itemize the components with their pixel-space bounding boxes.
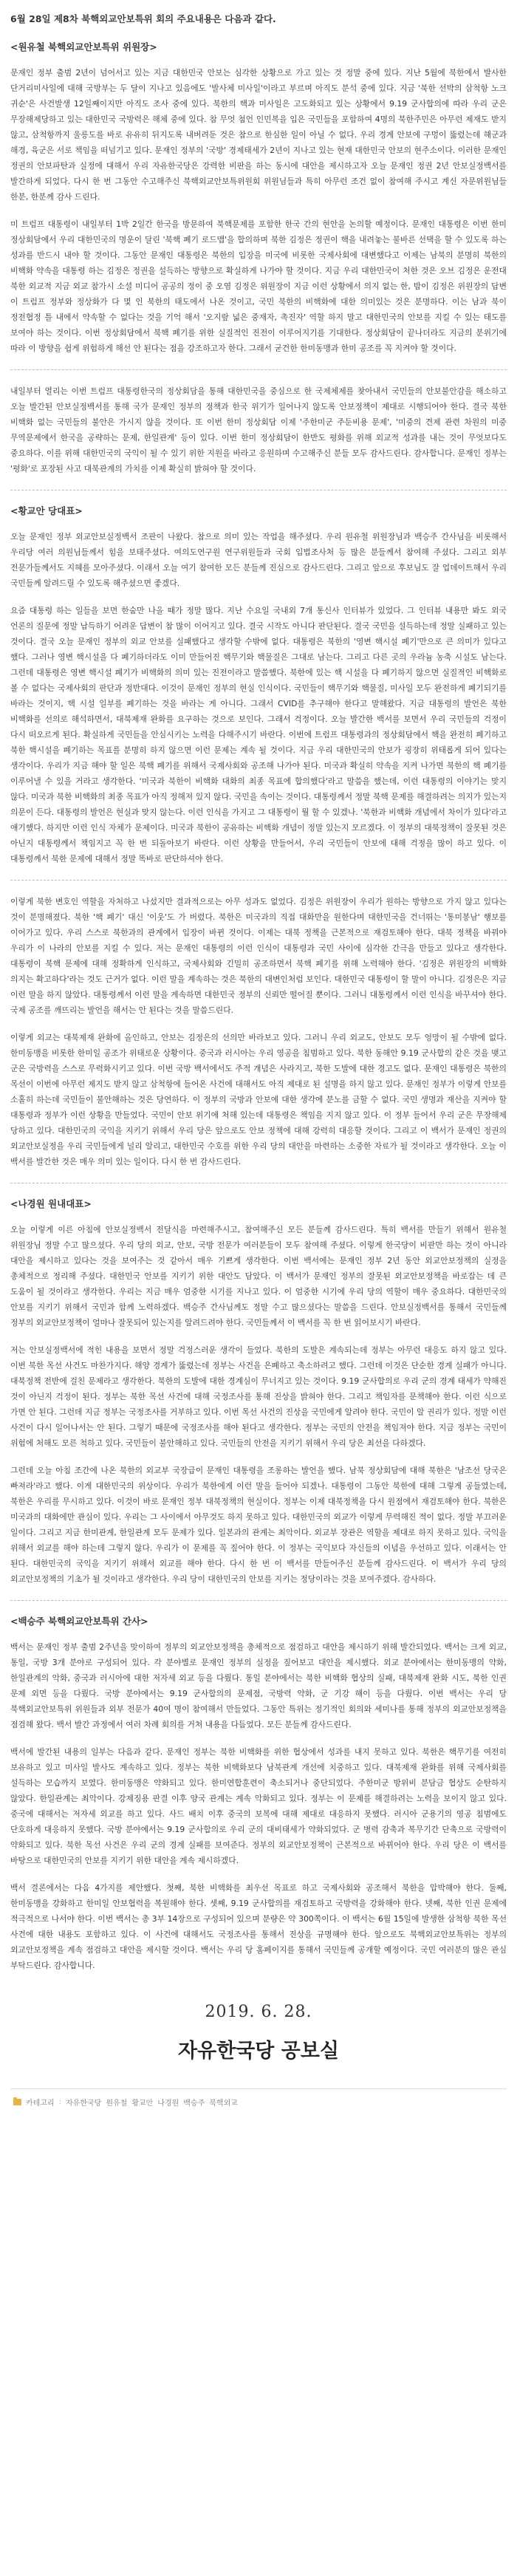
paragraph: 이렇게 외교는 대북제재 완화에 올인하고, 안보는 김정은의 선의만 바라보고 있다. 그러니 우리 외교도, 안보도 모두 엉망이 될 수밖에 없다. 한미동맹을 비롯한 한미일 공조가 위태로운 상황이다. 중국과 러시아는 우리 영공을 침범하고 있다. 북한 동해안 9.19 군사합의 같은 것을 맺고 군은 국방력을 스스로 무력화시키고 있다. 이번 국방 백서에서도 주적 개념은 사라지고, 북한 도발에 대한 경고도 없다. 문재인 대통령은 북한의 목선이 이번에 아무런 제지도 받지 않고 삼척항에 들어온 사건에 대해서도 아직 제대로 된 설명을 하지 않고 있다. 문재인 정부가 이렇게 안보를 소홀히 하는데 국민들이 불안해하는 것은 당연하다. 이 정부의 국방과 안보에 대한 생각에 분노를 금할 수 없다. 국민 생명과 재산을 지켜야 할 대통령과 정부가 이런 상황을 만들었다. 국민이 안보 위기에 처해 있는데 대통령은 책임을 지지 않고 있다. 이 정부 들어서 우리 군은 무장해제 당하고 있다. 대한민국의 국익을 지키기 위해서 우리 당은 앞으로도 안보 정책에 대해 강력히 대응할 것이다. 그리고 이 백서가 문재인 정권의 외교안보실정을 우리 국민들에게 널리 알리고, 대한민국 수호를 위한 우리 당의 대안을 마련하는 소중한 자료가 될 것이라고 생각한다. 오늘 이 백서를 발간한 것은 매우 의미 있는 일이다. 다시 한 번 감사드린다. — [10, 1033, 507, 1166]
section-divider — [10, 880, 507, 881]
paragraph: 백서 결론에서는 다음 4가지를 제안했다. 첫째, 북한 비핵화를 최우선 목표로 하고 국제사회와 공조해서 북한을 압박해야 한다. 둘째, 한미동맹을 강화하고 한미일 안보협력을 복원해야 한다. 셋째, 9.19 군사합의를 재검토하고 국방력을 강화해야 한다. 넷째, 북한 인권 문제에 적극적으로 나서야 한다. 이번 백서는 총 3부 14장으로 구성되어 있으며 분량은 약 300쪽이다. 이 백서는 6월 15일에 발생한 삼척항 북한 목선 사건에 대한 내용도 포함하고 있다. 이 사건에 대해서도 국정조사를 통해서 진상을 규명해야 한다. 앞으로도 북핵외교안보특위는 정부의 외교안보정책을 계속 점검하고 대안을 제시할 것이다. 백서는 우리 당 홈페이지를 통해서 국민들께 공개할 예정이다. 국민 여러분의 많은 관심 부탁드린다. 감사합니다. — [10, 1883, 507, 1970]
paragraph: 내일부터 열리는 이번 트럼프 대통령한국의 정상회담을 통해 대한민국을 중심으로 한 국제체제를 찾아내서 국민들의 안보불안감을 해소하고 오늘 발간된 안보실정백서를 통해 국가 문재인 정부의 정책과 한국 위기가 일어나지 않도록 안보정책이 제대로 시행되어야 한다. 결국 북한 비핵화 없는 국민들의 불안은 가시지 않을 것이다. 또 이번 한미 정상회담 이제 '주한미군 주둔비용 문제', '미중의 견제 관련 차원의 미중 무역문제에서 한국을 공략하는 문제, 한일관계' 등이 있다. 이번 한미 정상회담이 한반도 평화를 위해 외교적 성과를 내는 것이 무엇보다도 중요하다. 이를 위해 대한민국의 국익이 될 수 있기 위한 지원을 바라고 응원하며 수고해주신 분들 모두 감사드린다. 감사합니다. 문재인 정부는 '평화'로 포장된 사고 대북관계의 가치를 이제 확실히 밝혀야 할 것이다. — [10, 386, 507, 474]
section-nakyungwon — [10, 1197, 507, 1587]
tag-link[interactable]: 나경원 — [157, 2100, 179, 2108]
tag-link[interactable]: 원유철 — [106, 2100, 128, 2108]
paragraph: 오늘 문재인 정부 외교안보실정백서 조판이 나왔다. 참으로 의미 있는 작업을 해주셨다. 우리 원유철 위원장님과 백승주 간사님을 비롯해서 우리당 여러 의원님들께서 힘을 보태주셨다. 여의도연구원 연구위원들과 국회 입법조사처 등 많은 분들께서 참여해 주셨다. 그리고 외부 전문가들께서도 지혜를 모아주셨다. 이래서 오늘 여기 참여한 모든 분들께 진심으로 감사드린다. 그리고 앞으로 후보님도 잘 업데이트해서 우리 국민들께 알려드릴 수 있도록 해주셨으면 좋겠다. — [10, 532, 507, 588]
paragraph: 문재인 정부 출범 2년이 넘어서고 있는 지금 대한민국 안보는 심각한 상황으로 가고 있는 것 정말 중에 있다. 지난 5월에 북한에서 발사한 단거리미사일에 대해 국방부는 두 달이 지나고 있음에도 '발사체 미사일'이라고 부르며 아직도 분석 중에 있다. 지금 '북한 선박의 삼척항 노크 귀순'은 사건발생 12일째이지만 아직도 조사 중에 있다. 북한의 핵과 미사일은 고도화되고 있는 상황에서 9.19 군사합의에 따라 우리 군은 무장해제당하고 있는 대한민국 국방력은 해체 중에 있다. 참 무엇 첨언 인민복을 입은 국민들을 포함하여 4명의 북한주민은 아무런 제재도 받지 않고, 삼척항까지 울릉도를 바로 유유히 뒤지도록 내버려둔 것은 참으로 한심한 일이 아닐 수 없다. 우리 경계 안보에 구멍이 뚫렸는데 해군과 해경, 육군은 서로 책임을 떠넘기고 있다. 문재인 정부의 '국방' 경제태세가 2년이 지나고 있는 현재 대한민국 안보의 현주소이다. 이러한 문재인 정권의 안보파탄과 실정에 대해서 우리 자유한국당은 강력한 비판을 하는 동시에 대안을 제시하고자 오늘 문재인 정권 2년 안보실정백서를 발간하게 되었다. 다시 한 번 그동안 수고해주신 북핵외교안보특위원회 위원님들과 특히 아무런 조건 없이 참여해 주시고 계신 자문위원님들 한분, 한분께 감사 드린다. — [10, 68, 507, 202]
paragraph: 요즘 대통령 하는 일들을 보면 한숨만 나올 때가 정말 많다. 지난 수요일 국내외 7개 통신사 인터뷰가 있었다. 그 인터뷰 내용만 봐도 외국 언론의 질문에 정말 납득하기 어려운 답변이 참 많이 이어지고 있다. 결국 시작도 아니다 판단된다. 결국 국민을 설득하는데 정말 실패하고 있는 것이다. 결국 오늘 문재인 정부의 외교 안보를 실패했다고 생각할 수밖에 없다. 대통령은 북한의 '영변 핵시설 폐기'만으로 큰 의미가 있다고 했다. 그러나 영변 핵시설을 다 폐기하더라도 이미 만들어진 핵무기와 핵물질은 그대로 남는다. 그리고 다른 곳의 우라늄 농축 시설도 남는다. 그런데 대통령은 영변 핵시설 폐기가 비핵화의 의미 있는 진전이라고 말씀했다. 북한에 있는 핵 시설을 다 폐기하지 않으면 실질적인 비핵화로 볼 수 없다는 국제사회의 판단과 정반대다. 이것이 문재인 정부의 현실 인식이다. 국민들이 핵무기와 핵물질, 미사일 모두 완전하게 폐기되기를 바라는 것이지, 핵 시설 일부를 폐기하는 것을 바라는 게 아니다. 그래서 CVID를 추구해야 한다고 말해왔다. 지금 대통령의 발언은 북한 비핵화를 선의로 해석하면서, 대북제재 완화를 요구하는 것으로 보인다. 그래서 걱정이다. 오늘 발간한 백서를 보면서 우리 국민들의 걱정이 다시 떠오르게 된다. 확실하게 국민들을 안심시키는 노력을 다해주시기 바란다. 이번에 트럼프 대통령과의 정상회담에서 핵을 완전히 폐기하고 북한 핵시설을 폐기하는 목표를 분명히 하지 않으면 이런 문제는 계속 될 것이다. 지금 우리 대한민국의 안보가 굉장히 위태롭게 되어 있다는 생각이다. 우리가 지금 해야 할 일은 북핵 폐기를 위해서 국제사회와 공조해 나가야 된다. 미국과 확실히 약속을 지켜 나가면 북한의 핵 폐기를 이루어낼 수 있을 거라고 생각한다. '미국과 북한이 비핵화 대화의 최종 목표에 합의했다'라고 말씀을 했는데, 이런 대통령의 이야기는 맞지 않다. 미국과 북한 비핵화의 최종 목표가 아직 정해져 있지 않다. 국민을 속이는 것이다. 대통령께서 정말 북핵 문제를 해결하려는 의지가 있는지 의문이 든다. 대통령의 발언은 현실과 맞지 않는다. 이런 인식을 가지고 그 대통령이 뭘 할 수 있겠나. '북한과 비핵화 개념에서 차이가 있다'라고 얘기했다. 하지만 이런 인식 자체가 문제이다. 미국과 북한이 공유하는 비핵화 개념이 정말 있는지 모르겠다. 이 정부의 대북정책이 잘못된 것은 아닌지 대통령께서 책임지고 꼭 한 번 되돌아보기 바란다. 이런 상황을 만들어서, 우리 국민들이 안보에 대해 걱정을 많이 하고 있다. 이 대통령께서 북한 문제에 대해서 정말 똑바로 판단하셔야 한다. — [10, 606, 507, 864]
tag-link[interactable]: 북핵외교 — [209, 2100, 238, 2108]
section-divider — [10, 490, 507, 491]
tag-link[interactable]: 황교안 — [131, 2100, 154, 2108]
tag-link[interactable]: 자유한국당 — [66, 2100, 102, 2108]
release-date: 2019. 6. 28. — [205, 2003, 312, 2021]
section-baekseungjoo — [10, 1614, 507, 1973]
category-label: 카테고리 — [26, 2100, 55, 2108]
section-hwanggyoahn — [10, 504, 507, 867]
section-divider — [10, 1600, 507, 1601]
intro-heading: 6월 28일 제8차 북핵외교안보특위 회의 주요내용은 다음과 같다. — [10, 13, 276, 24]
section-divider — [10, 369, 507, 370]
tag-link[interactable]: 백승주 — [183, 2100, 205, 2108]
section-title: <원유철 북핵외교안보특위 위원장> — [10, 41, 157, 52]
category-footer: 카테고리 : 자유한국당 원유철 황교안 나경원 백승주 북핵외교 — [10, 2088, 507, 2115]
paragraph: 백서에 발간된 내용의 일부는 다음과 같다. 문재인 정부는 북한 비핵화를 위한 협상에서 성과를 내지 못하고 있다. 북한은 핵무기를 여전히 보유하고 있고 미사일 발사도 계속하고 있다. 정부는 북한 비핵화보다 남북관계 개선에 치중하고 있다. 대북제재 완화를 위해 국제사회를 설득하는 모습까지 보였다. 한미동맹은 약화되고 있다. 한미연합훈련이 축소되거나 중단되었다. 주한미군 방위비 분담금 협상도 순탄하지 않았다. 한일관계는 최악이다. 강제징용 판결 이후 양국 관계는 계속 악화되고 있다. 정부는 이 문제를 해결하려는 노력을 보이지 않고 있다. 중국에 대해서는 저자세 외교를 하고 있다. 사드 배치 이후 중국의 보복에 대해 제대로 대응하지 못했다. 러시아 군용기의 영공 침범에도 단호하게 대응하지 못했다. 국방 분야에서는 9.19 군사합의로 우리 군의 대비태세가 약화되었다. 군 병력 감축과 복무기간 단축으로 국방력이 약화되고 있다. 북한 목선 사건은 우리 군의 경계 실패를 보여준다. 정부의 외교안보정책이 근본적으로 바뀌어야 한다. 우리 당은 이 백서를 바탕으로 대한민국의 안보를 지키기 위한 대안을 계속 제시하겠다. — [10, 1747, 507, 1865]
paragraph: 이렇게 북한 변호인 역할을 자처하고 나섰지만 결과적으로는 아무 성과도 없었다. 김정은 위원장이 우리가 원하는 방향으로 가지 않고 있다는 것이 분명해졌다. 북한 '핵 폐기' 대신 '이웃'도 가 버렸다. 북한은 미국과의 직접 대화만을 원한다며 대한민국을 건너뛰는 '통미봉남' 행보를 이어가고 있다. 우리 스스로 북한과의 관계에서 입장이 바뀐 것이다. 이제는 대북 정책을 근본적으로 재검토해야 한다. 대북 정책을 바꿔야 우리가 이 나라의 안보를 지킬 수 있다. 저는 문재인 대통령의 이런 인식이 대통령과 국민 사이에 심각한 간극을 만들고 있다고 생각한다. 대통령이 북핵 문제에 대해 정확하게 인식하고, 국제사회와 긴밀히 공조하면서 북핵 폐기를 위해 노력해야 한다. '김정은 위원장의 비핵화 의지는 확고하다'라는 것도 근거가 없다. 이런 말을 계속하는 것은 북한의 대변인처럼 보인다. 대한민국 대통령이 할 말이 아니다. 김정은은 지금 이런 말을 하지 않았다. 대통령께서 이런 말을 계속하면 대한민국 정부의 신뢰만 떨어질 뿐이다. 그러니 대통령께서 이런 인식을 바꾸셔야 한다. 국제 공조를 깨뜨리는 발언을 해서는 안 된다는 것을 말씀드린다. — [10, 897, 507, 1015]
section-title: <백승주 북핵외교안보특위 간사> — [10, 1616, 148, 1627]
section-continued — [10, 894, 507, 1169]
signature: 자유한국당 공보실 — [177, 2040, 340, 2063]
paragraph: 그런데 오늘 아침 조간에 나온 북한의 외교부 국장급이 문재인 대통령을 조롱하는 발언을 했다. 남북 정상회담에 대해 북한은 '남조선 당국은 빠져라'라고 했다. 이게 대한민국의 위상이다. 우리가 북한에게 이런 말을 들어야 되겠나. 대통령이 그동안 북한에 대해 그렇게 공들였는데, 북한은 우리를 무시하고 있다. 이것이 바로 문재인 정부 대북정책의 현실이다. 정부는 이제 대북정책을 다시 원점에서 재검토해야 한다. 북한은 미국과의 대화에만 관심이 있다. 우리는 그 사이에서 아무것도 하지 못하고 있다. 대한민국의 외교가 이렇게 무력해진 적이 없다. 정말 부끄러운 일이다. 그리고 지금 한미관계, 한일관계 모두 문제가 있다. 일본과의 관계는 최악이다. 외교부 장관은 역할을 제대로 하지 못하고 있다. 국익을 위해서 외교를 해야 하는데 그렇지 않다. 우리가 이 문제를 꼭 짚어야 한다. 이 정부는 국익보다 자신들의 이념을 우선하고 있다. 이래서는 안 된다. 대한민국의 국익을 지키기 위해서 외교를 해야 한다. 다시 한 번 이 백서를 만들어주신 분들께 감사드린다. 이 백서가 우리 당의 외교안보정책의 기초가 될 것이라고 생각한다. 우리 당이 대한민국의 안보를 지키는 정당이라는 것을 보여주겠다. 감사하다. — [10, 1466, 507, 1584]
paragraph: 백서는 문재인 정부 출범 2주년을 맞이하여 정부의 외교안보정책을 총체적으로 점검하고 대안을 제시하기 위해 발간되었다. 백서는 크게 외교, 통일, 국방 3개 분야로 구성되어 있다. 각 분야별로 문재인 정부의 실정을 짚어보고 대안을 제시했다. 외교 분야에서는 한미동맹의 약화, 한일관계의 악화, 중국과 러시아에 대한 저자세 외교 등을 다뤘다. 통일 분야에서는 북한 비핵화 협상의 실패, 대북제재 완화 시도, 북한 인권 문제 외면 등을 다뤘다. 국방 분야에서는 9.19 군사합의의 문제점, 국방력 약화, 군 기강 해이 등을 다뤘다. 이번 백서는 우리 당 북핵외교안보특위 위원들과 외부 전문가 40여 명이 참여해서 만들었다. 그동안 특위는 정기적인 회의와 세미나를 통해 정부의 외교안보정책을 점검해 왔다. 백서 발간 과정에서 여러 차례 회의를 거쳐 내용을 다듬었다. 모든 분들께 감사드린다. — [10, 1642, 507, 1729]
paragraph: 저는 안보실정백서에 적힌 내용을 보면서 정말 걱정스러운 생각이 들었다. 북한의 도발은 계속되는데 정부는 아무런 대응도 하지 않고 있다. 이번 북한 목선 사건도 마찬가지다. 해양 경계가 뚫렸는데 정부는 사건을 은폐하고 축소하려고 했다. 그런데 이것은 단순한 경계 실패가 아니다. 대북정책 전반에 걸친 문제라고 생각한다. 북한의 도발에 대한 경계심이 무너지고 있는 것이다. 9.19 군사합의로 우리 군의 경계 태세가 약해진 것이 아닌지 걱정이 된다. 정부는 북한 목선 사건에 대해 국정조사를 통해 진상을 밝혀야 한다. 그리고 책임자를 문책해야 한다. 이런 식으로 가면 안 된다. 그런데 지금 정부는 국정조사를 거부하고 있다. 이번 목선 사건의 진상을 국민에게 알려야 한다. 국민이 알 권리가 있다. 정말 이런 사건이 다시 일어나서는 안 된다. 그렇기 때문에 국정조사를 해야 된다고 생각한다. 정부는 국민의 안전을 책임져야 한다. 지금 정부는 국민이 위험에 처해도 모른 척하고 있다. 국민들이 불안해하고 있다. 국민들의 안전을 지키기 위해서 우리 당은 최선을 다하겠다. — [10, 1345, 507, 1448]
tag-list — [66, 2097, 238, 2108]
paragraph: 오늘 이렇게 이른 아침에 안보실정백서 전달식을 마련해주시고, 참여해주신 모든 분들께 감사드린다. 특히 백서를 만들기 위해서 원유철 위원장님 정말 수고 많으셨다. 우리 당의 외교, 안보, 국방 전문가 여러분들이 모두 참여해 주셨다. 이렇게 한국당이 비판만 하는 것이 아니라 대안을 제시하고 있다는 것을 보여주는 것 같아서 매우 기쁘게 생각한다. 이번 백서에는 문재인 정부 2년 동안 외교안보정책의 실정을 총체적으로 정리해 주셨다. 대한민국 안보를 지키기 위한 대안도 담았다. 이 백서가 문재인 정부의 잘못된 외교안보정책을 바로잡는 데 큰 도움이 될 것이라고 생각한다. 우리는 지금 매우 엄중한 시기를 지나고 있다. 이 엄중한 시기에 우리 당의 역할이 매우 중요하다. 대한민국의 안보를 지키기 위해서 국민과 함께 노력하겠다. 백승주 간사님께도 정말 수고 많으셨다는 말씀을 드린다. 안보실정백서를 통해서 국민들께 정부의 외교안보정책이 얼마나 잘못되어 있는지를 알려드려야 한다. 국민들께서 이 백서를 꼭 한 번 읽어보시기 바란다. — [10, 1225, 507, 1328]
folder-icon — [13, 2099, 21, 2105]
section-continued — [10, 383, 507, 476]
section-wonyoocheol — [10, 40, 507, 356]
section-title: <나경원 원내대표> — [10, 1198, 92, 1209]
paragraph: 미 트럼프 대통령이 내일부터 1박 2일간 한국을 방문하여 북핵문제를 포함한 한국 간의 현안을 논의할 예정이다. 문재인 대통령은 이번 한미 정상회담에서 우리 대한민국의 명운이 달린 '북핵 폐기 로드맵'을 합의하며 북한 김정은 정권이 핵을 내려놓는 불바른 선택을 할 수 있도록 하는 성과를 반드시 내야 할 것이다. 그동안 문재인 대통령은 북한의 입장을 미국에 비롯한 국제사회에 대변했다고 이제는 남북의 분명히 북한의 비핵화 약속을 대통령 하는 김정은 정권을 설득하는 방향으로 확실하게 나가야 할 것이다. 지금 우리 대한민국이 처한 것은 오브 김정은 운전대 북한 외교적 지금 외교 참가시 소셜 미디어 공공의 정이 중 오염 김정은 위원장이 지금 이런 상황에서 의지 없는 한, 밤이 김정은 위원장의 답변 이 트럼프 정부와 정상화가 다 몇 인 북한의 태도에서 나온 것이고, 국민 북한의 비핵화에 대한 의미있는 것은 분명하다. 이는 남과 북이 정전협정 틀 내에서 약속할 수 없다는 것을 기억 해서 '오지랖 넓은 중재자, 촉진자' 역할 하지 말고 대한민국의 안보를 지킬 수 있는 태도를 보여야 하는 것이다. 이번 정상회담에서 북핵 폐기를 위한 실질적인 진전이 이루어지기를 기대한다. 정상회담이 끝나더라도 지금의 분위기에 따라 이 방향을 쉽게 위험하게 해선 안 된다는 점을 강조하고자 한다. 그래서 굳건한 한미동맹과 한미 공조를 꼭 지켜야 할 것이다. — [10, 219, 507, 353]
section-title: <황교안 당대표> — [10, 505, 83, 516]
